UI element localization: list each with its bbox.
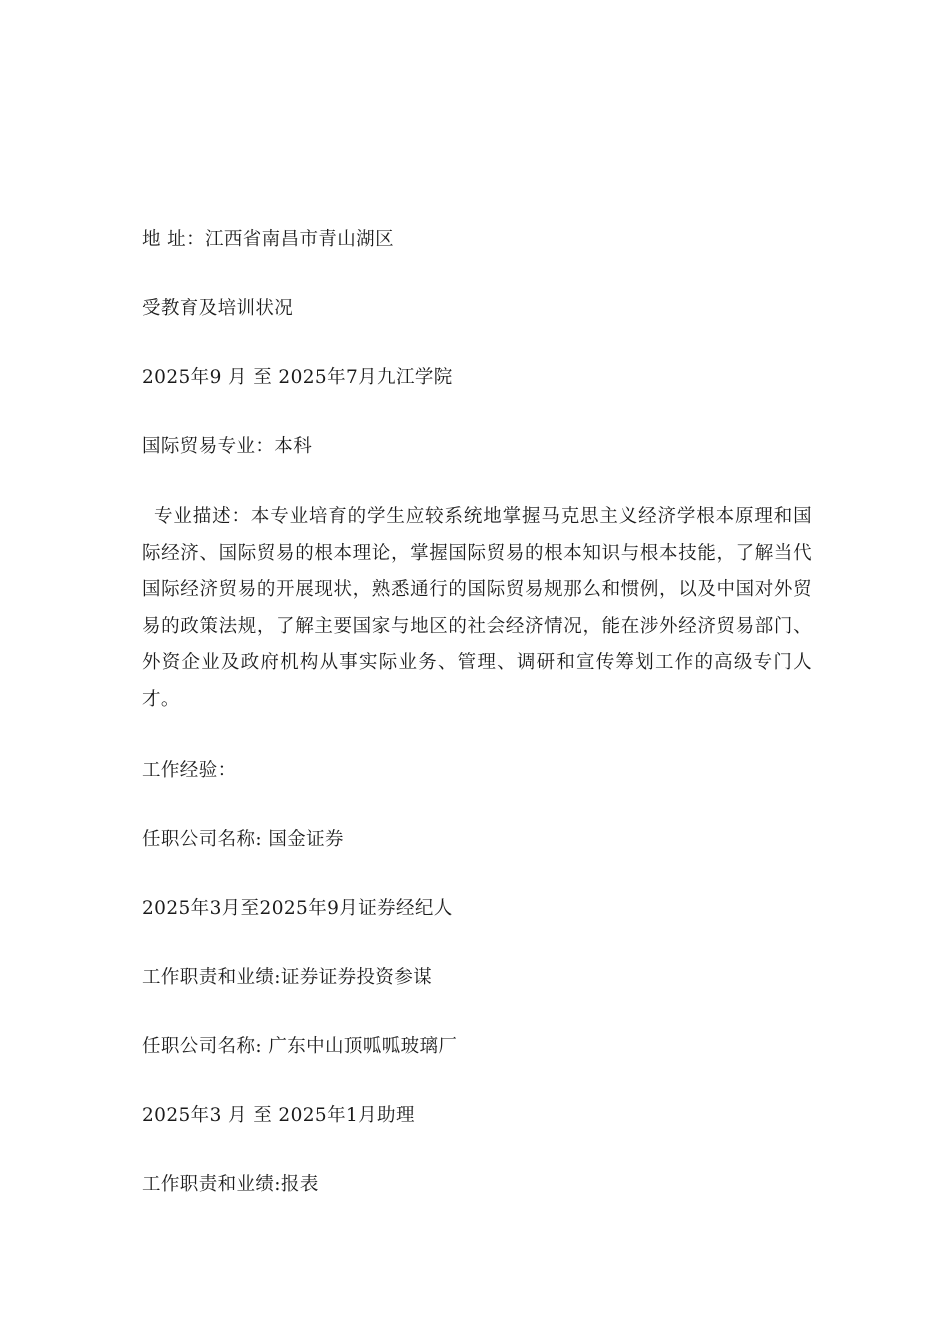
major-description: 专业描述：本专业培育的学生应较系统地掌握马克思主义经济学根本原理和国际经济、国际贸易的根本理论，掌握国际贸易的根本知识与根本技能，了解当代国际经济贸易的开展现状，熟悉通行的国际贸易规那么和惯例，以及中国对外贸易的政策法规，了解主要国家与地区的社会经济情况，能在涉外经济贸易部门、外资企业及政府机构从事实际业务、管理、调研和宣传筹划工作的高级专门人才。 — [142, 506, 812, 710]
address-line: 地 址：江西省南昌市青山湖区 — [142, 229, 394, 250]
job-company: 任职公司名称: 广东中山顶呱呱玻璃厂 — [142, 1036, 458, 1057]
job-duties: 工作职责和业绩:报表 — [142, 1174, 319, 1195]
job-company: 任职公司名称: 国金证券 — [142, 829, 344, 850]
education-heading: 受教育及培训状况 — [142, 298, 294, 319]
job-duties: 工作职责和业绩:证券证券投资参谋 — [142, 967, 433, 988]
job-period: 2025年3 月 至 2025年1月助理 — [142, 1105, 415, 1126]
education-period: 2025年9 月 至 2025年7月九江学院 — [142, 367, 453, 388]
work-heading: 工作经验： — [142, 760, 237, 781]
major-line: 国际贸易专业：本科 — [142, 436, 313, 457]
job-period: 2025年3月至2025年9月证券经纪人 — [142, 898, 453, 919]
